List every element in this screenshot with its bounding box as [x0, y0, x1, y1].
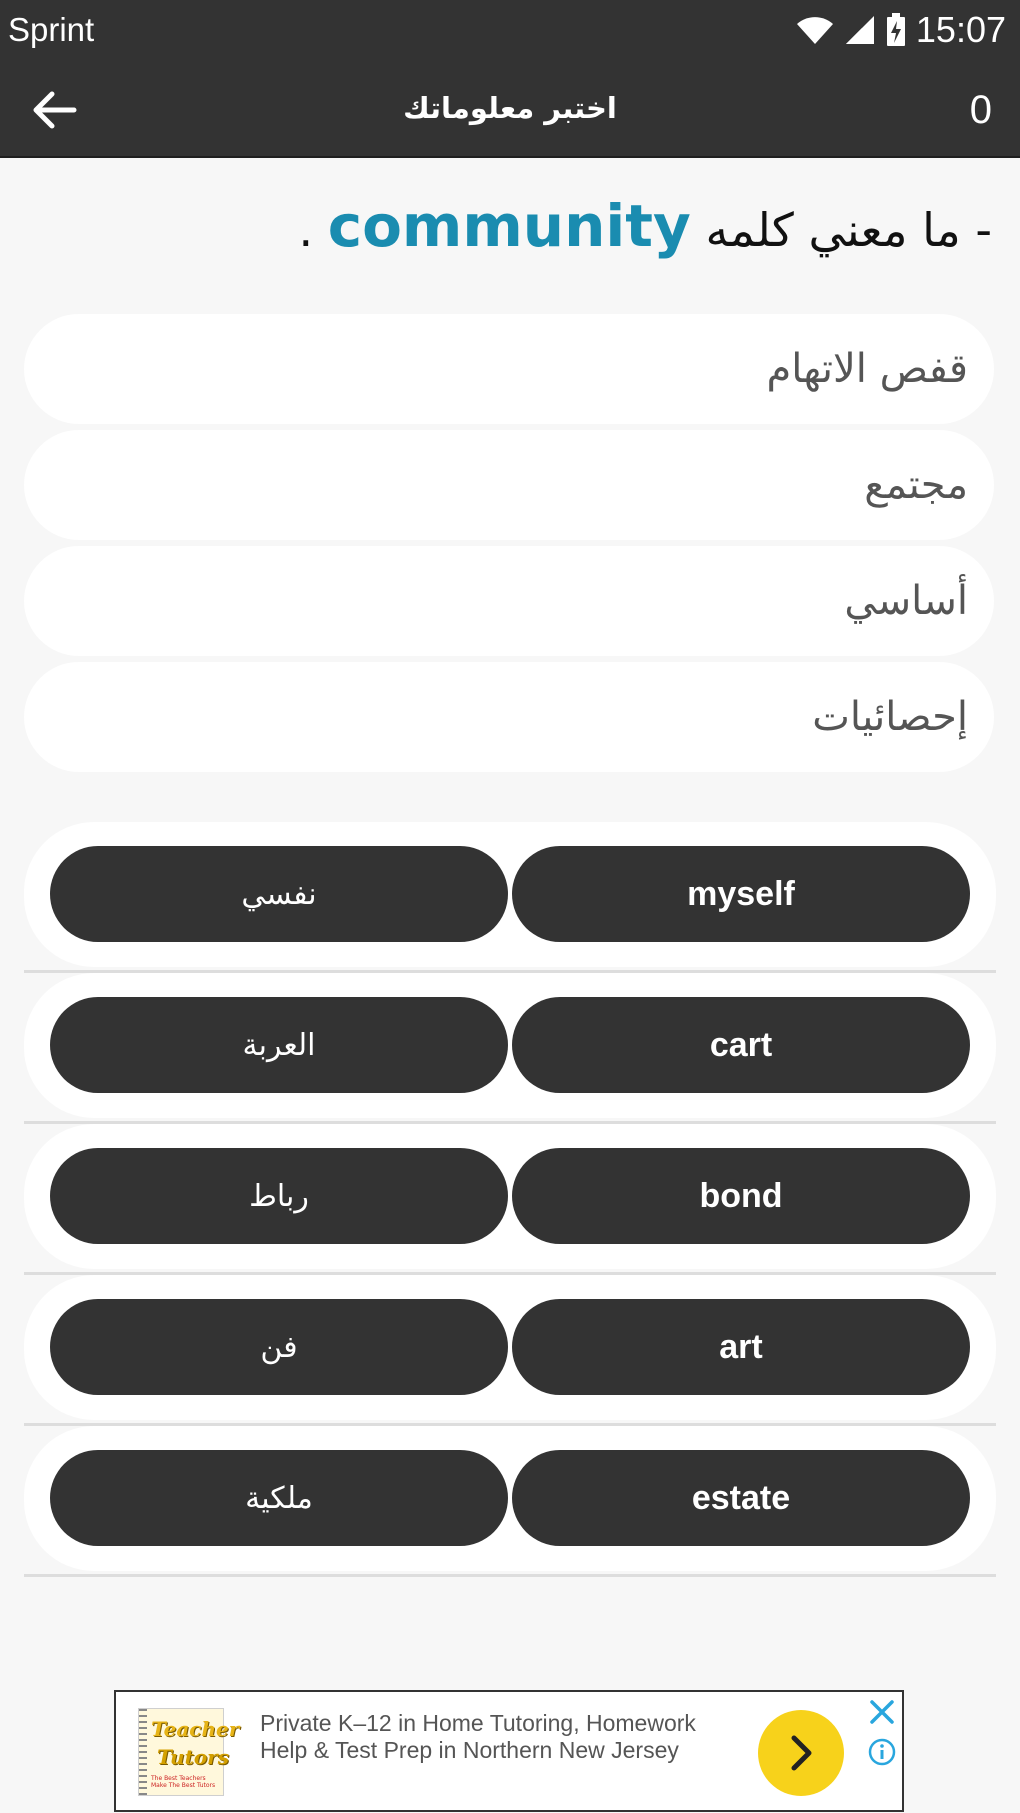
arabic-word-button[interactable]: العربة — [50, 997, 508, 1093]
carrier-name: Sprint — [8, 11, 95, 48]
word-pairs-list — [24, 822, 996, 1577]
score-counter: 0 — [969, 88, 992, 132]
status-icons — [796, 10, 1006, 50]
question-word: community — [327, 192, 691, 260]
app-bar — [0, 60, 1020, 158]
close-icon — [869, 1699, 895, 1725]
answer-option-label: أساسي — [844, 578, 968, 624]
english-word-button[interactable]: cart — [512, 997, 970, 1093]
english-word-button[interactable]: art — [512, 1299, 970, 1395]
clock: 15:07 — [915, 9, 1006, 50]
battery-icon — [886, 13, 906, 47]
arabic-word-button[interactable]: فن — [50, 1299, 508, 1395]
chevron-right-icon — [783, 1733, 819, 1773]
english-word-button[interactable]: myself — [512, 846, 970, 942]
english-word-button[interactable]: estate — [512, 1450, 970, 1546]
question-text — [298, 186, 992, 266]
answer-option-label: مجتمع — [864, 462, 968, 508]
arabic-word-button[interactable]: نفسي — [50, 846, 508, 942]
answer-option-label: إحصائيات — [812, 694, 968, 740]
ad-text: Private K–12 in Home Tutoring, Homework Help & Test Prep in Northern New Jersey — [260, 1710, 696, 1763]
answer-option-1[interactable] — [24, 314, 994, 424]
quiz-content — [0, 158, 1020, 1678]
word-pair-row — [24, 1426, 996, 1577]
english-word-button[interactable]: bond — [512, 1148, 970, 1244]
arabic-word-button[interactable]: رباط — [50, 1148, 508, 1244]
answer-option-label: قفص الاتهام — [766, 346, 968, 392]
arabic-word-button[interactable]: ملكية — [50, 1450, 508, 1546]
ad-logo — [138, 1708, 240, 1796]
info-icon — [868, 1738, 896, 1766]
answer-option-3[interactable] — [24, 546, 994, 656]
wifi-icon — [796, 14, 834, 46]
word-pair-row — [24, 973, 996, 1124]
ad-cta-button[interactable] — [758, 1710, 844, 1796]
question-suffix: . — [298, 203, 314, 257]
ad-logo-line1: Teacher — [151, 1717, 240, 1741]
ad-banner[interactable] — [114, 1690, 904, 1812]
word-pair-row — [24, 822, 996, 973]
ad-logo-line2: Tutors — [157, 1745, 229, 1769]
word-pair-row — [24, 1275, 996, 1426]
ad-logo-tagline: The Best Teachers Make The Best Tutors — [151, 1775, 216, 1789]
word-pair-row — [24, 1124, 996, 1275]
ad-close-button[interactable] — [866, 1696, 898, 1728]
status-bar — [0, 0, 1020, 60]
answer-option-2[interactable] — [24, 430, 994, 540]
question-prefix: - ما معني كلمه — [705, 203, 992, 257]
answer-option-4[interactable] — [24, 662, 994, 772]
page-title: اختبر معلوماتك — [403, 91, 617, 125]
ad-info-button[interactable] — [866, 1736, 898, 1768]
signal-icon — [844, 14, 876, 46]
